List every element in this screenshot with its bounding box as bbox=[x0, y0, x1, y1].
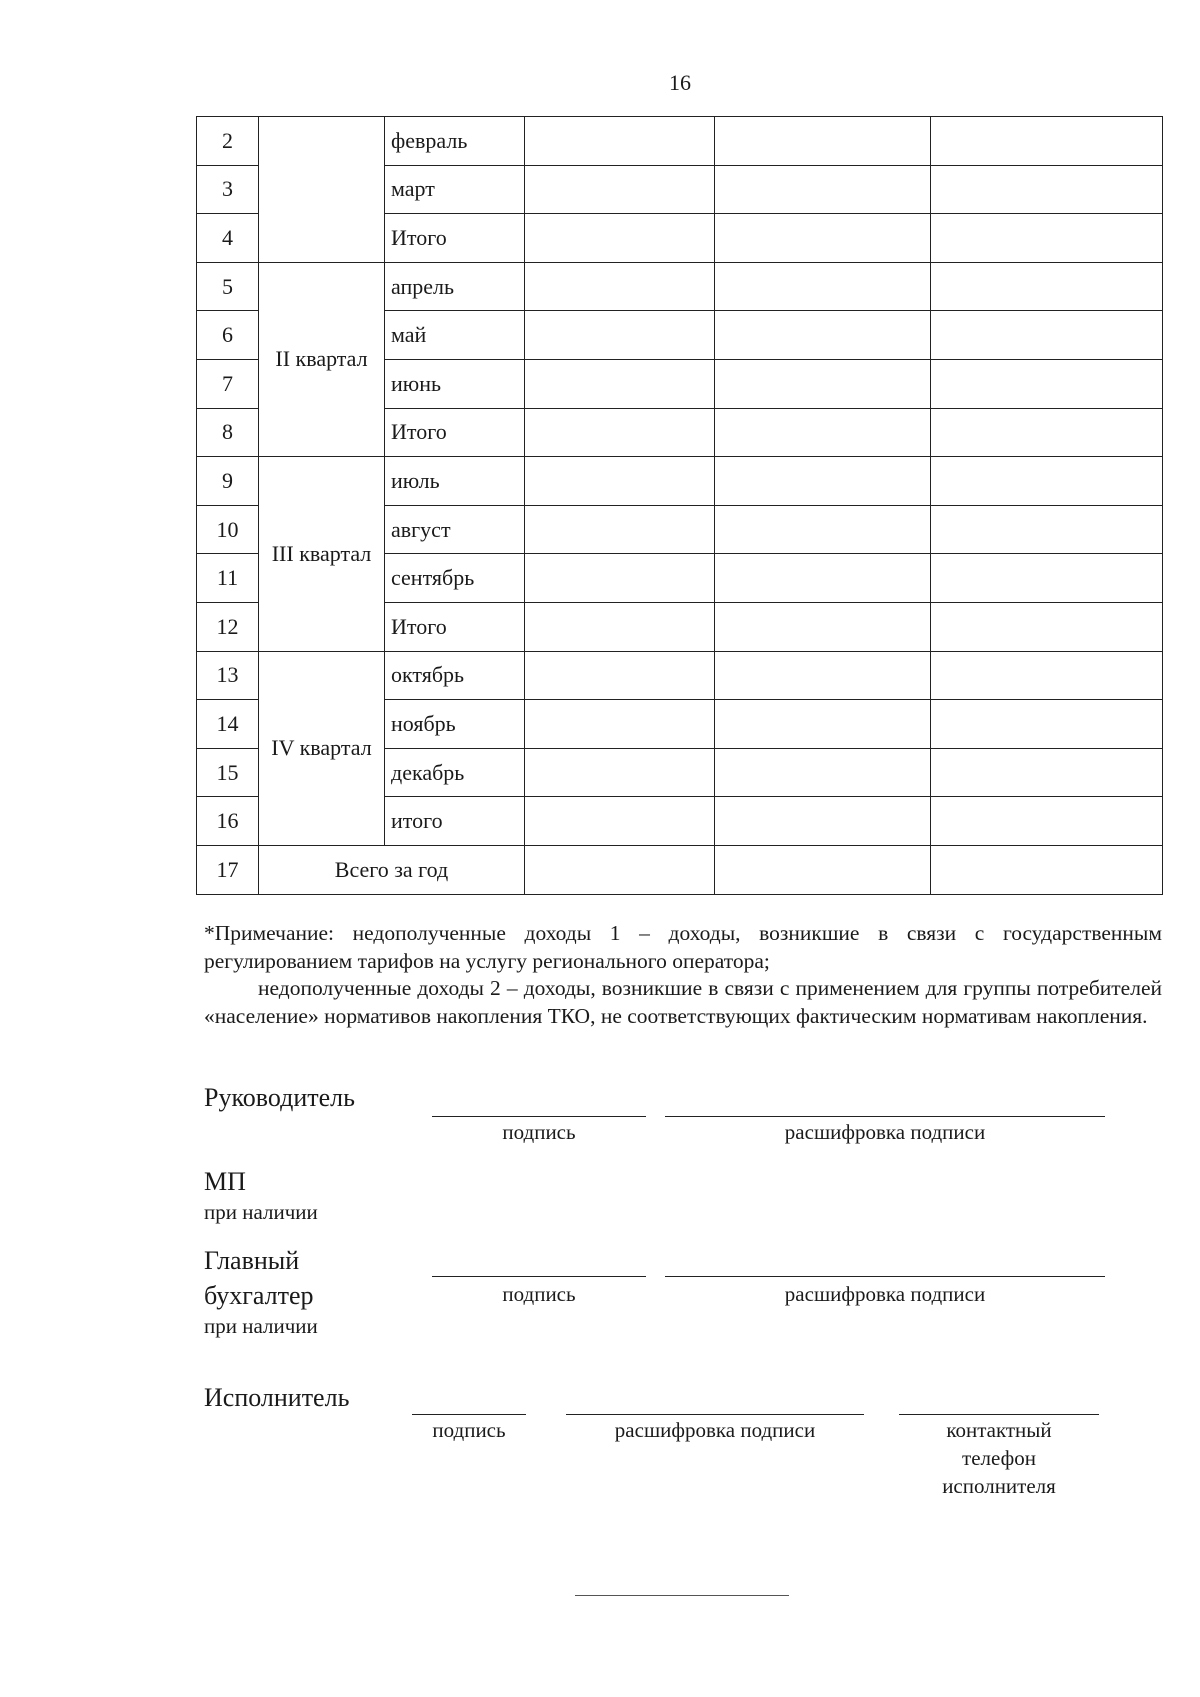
value-cell[interactable] bbox=[525, 651, 715, 700]
income-table-body bbox=[197, 117, 1163, 895]
value-cell[interactable] bbox=[931, 651, 1163, 700]
executor-phone-caption bbox=[899, 1416, 1099, 1500]
row-number: 8 bbox=[197, 408, 259, 457]
month-cell: октябрь bbox=[385, 651, 525, 700]
value-cell[interactable] bbox=[715, 748, 931, 797]
income-table bbox=[196, 116, 1163, 895]
row-number: 15 bbox=[197, 748, 259, 797]
value-cell[interactable] bbox=[715, 359, 931, 408]
end-separator-line bbox=[575, 1595, 789, 1596]
value-cell[interactable] bbox=[931, 311, 1163, 360]
value-cell[interactable] bbox=[525, 359, 715, 408]
row-number: 17 bbox=[197, 845, 259, 894]
note-line-1: *Примечание: недополученные доходы 1 – доходы, возникшие в связи с государственным регулированием тарифов на услугу регионального оператора; bbox=[204, 921, 1162, 973]
note bbox=[204, 920, 1162, 1030]
value-cell[interactable] bbox=[931, 262, 1163, 311]
row-number: 13 bbox=[197, 651, 259, 700]
month-cell: итого bbox=[385, 797, 525, 846]
value-cell[interactable] bbox=[715, 165, 931, 214]
month-cell: апрель bbox=[385, 262, 525, 311]
month-cell: март bbox=[385, 165, 525, 214]
value-cell[interactable] bbox=[525, 311, 715, 360]
chief-accountant-label-2: бухгалтер bbox=[204, 1281, 314, 1310]
value-cell[interactable] bbox=[715, 505, 931, 554]
table-row bbox=[197, 845, 1163, 894]
row-number: 5 bbox=[197, 262, 259, 311]
value-cell[interactable] bbox=[715, 700, 931, 749]
row-number: 3 bbox=[197, 165, 259, 214]
chief-accountant-label-1: Главный bbox=[204, 1246, 300, 1275]
quarter-cell bbox=[259, 117, 385, 263]
month-cell: февраль bbox=[385, 117, 525, 166]
value-cell[interactable] bbox=[931, 165, 1163, 214]
row-number: 9 bbox=[197, 457, 259, 506]
value-cell[interactable] bbox=[525, 408, 715, 457]
row-number: 4 bbox=[197, 214, 259, 263]
stamp-if-any: при наличии bbox=[204, 1200, 318, 1224]
month-cell: июль bbox=[385, 457, 525, 506]
phone-caption-line-3: исполнителя bbox=[942, 1474, 1056, 1498]
month-cell: сентябрь bbox=[385, 554, 525, 603]
table-row bbox=[197, 117, 1163, 166]
value-cell[interactable] bbox=[525, 700, 715, 749]
value-cell[interactable] bbox=[931, 748, 1163, 797]
value-cell[interactable] bbox=[525, 262, 715, 311]
quarter-cell: IV квартал bbox=[259, 651, 385, 845]
value-cell[interactable] bbox=[931, 845, 1163, 894]
executor-decoding-caption: расшифровка подписи bbox=[614, 1418, 816, 1442]
value-cell[interactable] bbox=[715, 602, 931, 651]
month-cell: июнь bbox=[385, 359, 525, 408]
phone-caption-line-1: контактный bbox=[946, 1418, 1052, 1442]
stamp-label: МП bbox=[204, 1167, 246, 1196]
executor-signature-line bbox=[412, 1414, 526, 1415]
page-number: 16 bbox=[669, 70, 691, 95]
quarter-cell: III квартал bbox=[259, 457, 385, 651]
value-cell[interactable] bbox=[525, 457, 715, 506]
value-cell[interactable] bbox=[715, 845, 931, 894]
accountant-decoding-line bbox=[665, 1276, 1105, 1277]
executor-phone-line bbox=[899, 1414, 1099, 1415]
phone-caption-line-2: телефон bbox=[962, 1446, 1036, 1470]
year-total-label: Всего за год bbox=[259, 845, 525, 894]
table-row bbox=[197, 651, 1163, 700]
row-number: 2 bbox=[197, 117, 259, 166]
executor-signature-caption: подпись bbox=[432, 1418, 506, 1442]
value-cell[interactable] bbox=[715, 797, 931, 846]
value-cell[interactable] bbox=[715, 408, 931, 457]
table-row bbox=[197, 457, 1163, 506]
head-signature-caption: подпись bbox=[502, 1120, 576, 1144]
table-row bbox=[197, 262, 1163, 311]
value-cell[interactable] bbox=[525, 602, 715, 651]
value-cell[interactable] bbox=[931, 359, 1163, 408]
month-cell: Итого bbox=[385, 214, 525, 263]
value-cell[interactable] bbox=[931, 554, 1163, 603]
value-cell[interactable] bbox=[931, 797, 1163, 846]
row-number: 10 bbox=[197, 505, 259, 554]
row-number: 12 bbox=[197, 602, 259, 651]
value-cell[interactable] bbox=[525, 117, 715, 166]
accountant-decoding-caption: расшифровка подписи bbox=[784, 1282, 986, 1306]
value-cell[interactable] bbox=[525, 748, 715, 797]
value-cell[interactable] bbox=[931, 602, 1163, 651]
month-cell: Итого bbox=[385, 408, 525, 457]
executor-label: Исполнитель bbox=[204, 1383, 350, 1412]
head-label: Руководитель bbox=[204, 1083, 355, 1112]
row-number: 11 bbox=[197, 554, 259, 603]
value-cell[interactable] bbox=[525, 505, 715, 554]
value-cell[interactable] bbox=[931, 408, 1163, 457]
row-number: 14 bbox=[197, 700, 259, 749]
month-cell: ноябрь bbox=[385, 700, 525, 749]
quarter-cell: II квартал bbox=[259, 262, 385, 456]
value-cell[interactable] bbox=[525, 845, 715, 894]
value-cell[interactable] bbox=[715, 651, 931, 700]
month-cell: декабрь bbox=[385, 748, 525, 797]
month-cell: август bbox=[385, 505, 525, 554]
month-cell: Итого bbox=[385, 602, 525, 651]
accountant-signature-line bbox=[432, 1276, 646, 1277]
month-cell: май bbox=[385, 311, 525, 360]
row-number: 16 bbox=[197, 797, 259, 846]
value-cell[interactable] bbox=[931, 214, 1163, 263]
accountant-signature-caption: подпись bbox=[502, 1282, 576, 1306]
value-cell[interactable] bbox=[931, 700, 1163, 749]
chief-accountant-if-any: при наличии bbox=[204, 1314, 318, 1338]
row-number: 7 bbox=[197, 359, 259, 408]
executor-decoding-line bbox=[566, 1414, 864, 1415]
value-cell[interactable] bbox=[525, 797, 715, 846]
head-decoding-caption: расшифровка подписи bbox=[784, 1120, 986, 1144]
value-cell[interactable] bbox=[931, 505, 1163, 554]
value-cell[interactable] bbox=[715, 117, 931, 166]
value-cell[interactable] bbox=[715, 214, 931, 263]
value-cell[interactable] bbox=[715, 554, 931, 603]
value-cell[interactable] bbox=[931, 457, 1163, 506]
value-cell[interactable] bbox=[715, 457, 931, 506]
value-cell[interactable] bbox=[525, 554, 715, 603]
head-signature-line bbox=[432, 1116, 646, 1117]
value-cell[interactable] bbox=[931, 117, 1163, 166]
row-number: 6 bbox=[197, 311, 259, 360]
value-cell[interactable] bbox=[715, 262, 931, 311]
note-line-2: недополученные доходы 2 – доходы, возникшие в связи с применением для группы потребителей «население» нормативов накопления ТКО, не соответствующих фактическим нормативам накопления. bbox=[204, 976, 1162, 1028]
value-cell[interactable] bbox=[715, 311, 931, 360]
head-decoding-line bbox=[665, 1116, 1105, 1117]
value-cell[interactable] bbox=[525, 214, 715, 263]
value-cell[interactable] bbox=[525, 165, 715, 214]
